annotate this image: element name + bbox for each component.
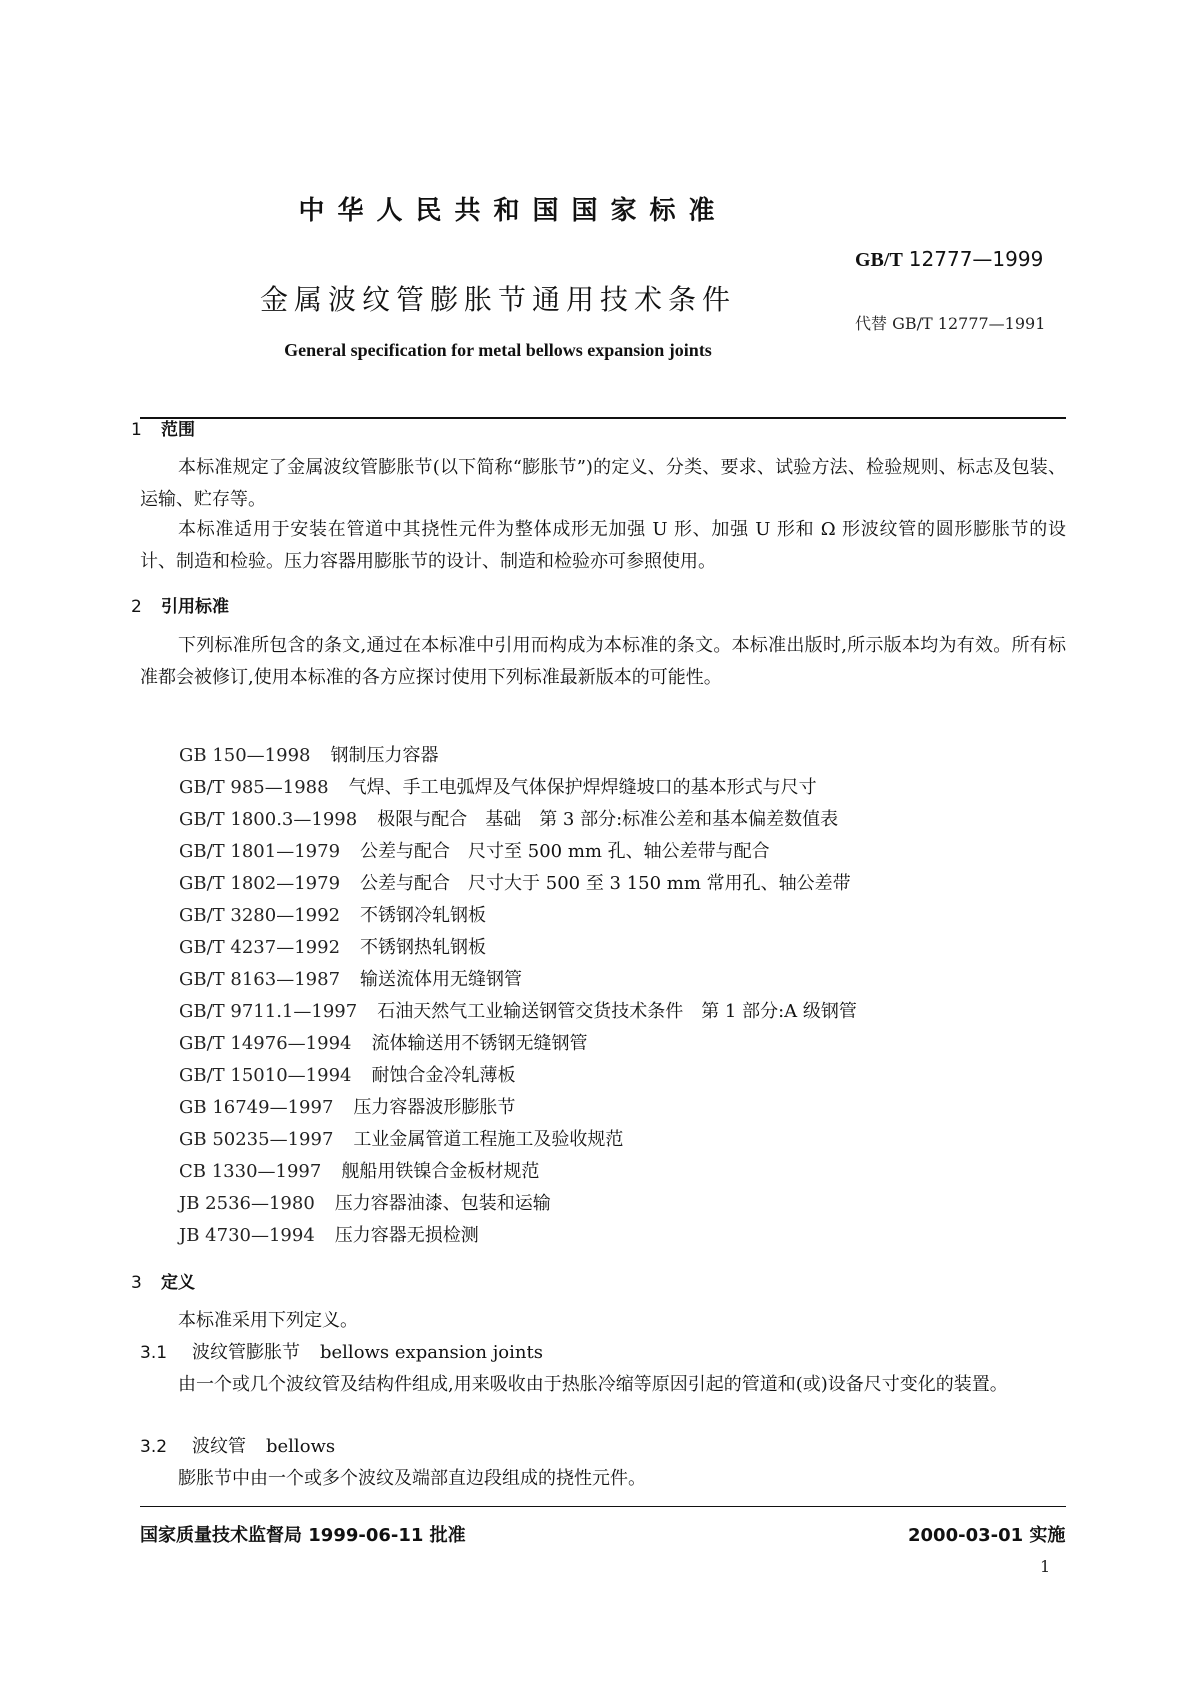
reference-title: 公差与配合 尺寸大于 500 至 3 150 mm 常用孔、轴公差带	[360, 873, 851, 894]
reference-item	[179, 1028, 857, 1060]
section-number: 3	[131, 1273, 142, 1293]
section-3-heading	[131, 1268, 195, 1293]
reference-code: GB 16749—1997	[179, 1097, 334, 1118]
clause-3-2-definition: 膨胀节中由一个或多个波纹及端部直边段组成的挠性元件。	[178, 1468, 646, 1489]
clause-term-en: bellows	[266, 1436, 336, 1457]
section-number: 1	[131, 420, 142, 440]
reference-title: 舰船用铁镍合金板材规范	[341, 1161, 540, 1182]
reference-item	[179, 740, 857, 772]
reference-code: GB 150—1998	[179, 745, 311, 766]
reference-title: 钢制压力容器	[330, 745, 439, 766]
reference-code: GB/T 3280—1992	[179, 905, 341, 926]
page-number: 1	[1040, 1557, 1051, 1576]
standard-prefix: GB/T	[855, 249, 903, 271]
reference-item	[179, 772, 857, 804]
section-1-paragraph-2: 本标准适用于安装在管道中其挠性元件为整体成形无加强 U 形、加强 U 形和 Ω 形波纹管的圆形膨胀节的设计、制造和检验。压力容器用膨胀节的设计、制造和检验亦可参照使用。	[140, 519, 1066, 572]
implementation-date: 2000-03-01 实施	[908, 1525, 1066, 1546]
reference-title: 流体输送用不锈钢无缝钢管	[371, 1033, 588, 1054]
clause-term: 波纹管膨胀节	[192, 1342, 300, 1363]
reference-title: 压力容器无损检测	[334, 1225, 479, 1246]
section-1-paragraph-1: 本标准规定了金属波纹管膨胀节(以下简称“膨胀节”)的定义、分类、要求、试验方法、检验规则、标志及包装、运输、贮存等。	[140, 457, 1066, 510]
reference-item	[179, 1124, 857, 1156]
reference-item	[179, 804, 857, 836]
clause-number: 3.1	[140, 1343, 168, 1363]
reference-title: 气焊、手工电弧焊及气体保护焊焊缝坡口的基本形式与尺寸	[348, 777, 817, 798]
clause-3-2-heading	[140, 1431, 335, 1463]
reference-code: GB/T 985—1988	[179, 777, 329, 798]
reference-title: 不锈钢冷轧钢板	[360, 905, 487, 926]
reference-item	[179, 836, 857, 868]
section-1-heading	[131, 415, 195, 440]
reference-code: GB/T 14976—1994	[179, 1033, 352, 1054]
section-2-heading	[131, 592, 229, 617]
section-title: 范围	[161, 420, 195, 440]
footer-divider	[140, 1506, 1066, 1507]
reference-item	[179, 1220, 857, 1252]
national-standard-heading: 中华人民共和国国家标准	[298, 196, 728, 226]
reference-title: 不锈钢热轧钢板	[360, 937, 487, 958]
reference-code: JB 4730—1994	[179, 1225, 315, 1246]
reference-code: CB 1330—1997	[179, 1161, 322, 1182]
normative-references-list	[179, 740, 857, 1252]
clause-term: 波纹管	[192, 1436, 246, 1457]
reference-code: GB/T 4237—1992	[179, 937, 341, 958]
reference-title: 极限与配合 基础 第 3 部分:标准公差和基本偏差数值表	[377, 809, 839, 830]
reference-title: 压力容器油漆、包装和运输	[334, 1193, 551, 1214]
reference-title: 石油天然气工业输送钢管交货技术条件 第 1 部分:A 级钢管	[377, 1001, 857, 1022]
reference-item	[179, 1060, 857, 1092]
reference-code: GB/T 9711.1—1997	[179, 1001, 358, 1022]
reference-title: 输送流体用无缝钢管	[360, 969, 523, 990]
section-title: 定义	[161, 1273, 195, 1293]
document-title-en: General specification for metal bellows expansion joints	[284, 340, 712, 360]
clause-term-en: bellows expansion joints	[320, 1342, 543, 1363]
clause-number: 3.2	[140, 1437, 168, 1457]
reference-code: GB/T 8163—1987	[179, 969, 341, 990]
reference-title: 公差与配合 尺寸至 500 mm 孔、轴公差带与配合	[360, 841, 770, 862]
reference-title: 工业金属管道工程施工及验收规范	[353, 1129, 624, 1150]
section-title: 引用标准	[161, 597, 229, 617]
approval-date: 国家质量技术监督局 1999-06-11 批准	[140, 1525, 466, 1546]
reference-title: 压力容器波形膨胀节	[353, 1097, 516, 1118]
clause-3-1-heading	[140, 1337, 543, 1369]
reference-item	[179, 932, 857, 964]
standard-code: 12777—1999	[908, 247, 1044, 271]
section-3-intro: 本标准采用下列定义。	[178, 1310, 358, 1331]
reference-item	[179, 868, 857, 900]
reference-item	[179, 996, 857, 1028]
reference-item	[179, 1188, 857, 1220]
replaces-standard: 代替 GB/T 12777—1991	[855, 314, 1046, 333]
section-number: 2	[131, 597, 142, 617]
reference-code: GB/T 1802—1979	[179, 873, 341, 894]
reference-title: 耐蚀合金冷轧薄板	[371, 1065, 516, 1086]
reference-code: GB/T 1800.3—1998	[179, 809, 358, 830]
reference-code: JB 2536—1980	[179, 1193, 315, 1214]
reference-item	[179, 1092, 857, 1124]
clause-3-1-definition: 由一个或几个波纹管及结构件组成,用来吸收由于热胀冷缩等原因引起的管道和(或)设备尺寸变化的装置。	[178, 1374, 1008, 1395]
section-2-intro: 下列标准所包含的条文,通过在本标准中引用而构成为本标准的条文。本标准出版时,所示版本均为有效。所有标准都会被修订,使用本标准的各方应探讨使用下列标准最新版本的可能性。	[140, 635, 1066, 688]
reference-item	[179, 1156, 857, 1188]
reference-item	[179, 964, 857, 996]
standard-number	[855, 247, 1043, 272]
document-title-cn: 金属波纹管膨胀节通用技术条件	[259, 283, 736, 316]
header-divider	[140, 417, 1066, 419]
reference-code: GB 50235—1997	[179, 1129, 334, 1150]
reference-item	[179, 900, 857, 932]
reference-code: GB/T 1801—1979	[179, 841, 341, 862]
reference-code: GB/T 15010—1994	[179, 1065, 352, 1086]
